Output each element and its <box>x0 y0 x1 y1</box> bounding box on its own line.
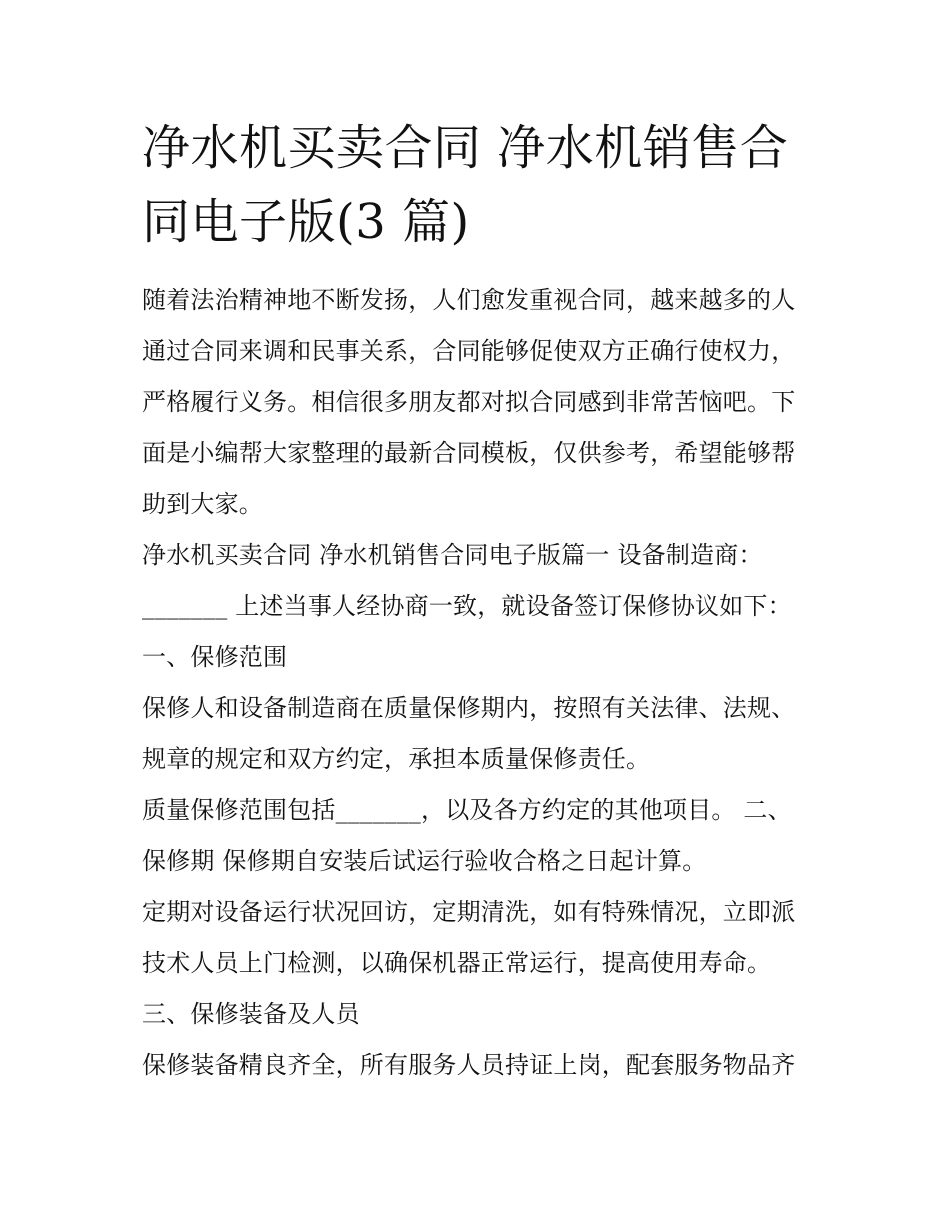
text-line: 通过合同来调和民事关系，合同能够促使双方正确行使权力， <box>142 337 796 365</box>
text-line: 助到大家。 <box>142 490 263 518</box>
title-line-2: 同电子版(3 篇) <box>142 194 470 250</box>
text-line: _______ 上述当事人经协商一致，就设备签订保修协议如下： <box>142 592 792 620</box>
section-heading: 一、保修范围 <box>142 643 288 671</box>
text-line: 随着法治精神地不断发扬，人们愈发重视合同，越来越多的人 <box>142 286 796 314</box>
text-line: 质量保修范围包括_______，以及各方约定的其他项目。 二、 <box>142 796 792 824</box>
text-line: 净水机买卖合同 净水机销售合同电子版篇一 设备制造商： <box>142 541 763 569</box>
text-line: 严格履行义务。相信很多朋友都对拟合同感到非常苦恼吧。下 <box>142 388 796 416</box>
text-line: 保修期 保修期自安装后试运行验收合格之日起计算。 <box>142 847 707 875</box>
document-body <box>142 275 814 1091</box>
text-line: 保修装备精良齐全，所有服务人员持证上岗，配套服务物品齐 <box>142 1051 796 1079</box>
document-title <box>142 111 814 259</box>
text-line: 规章的规定和双方约定，承担本质量保修责任。 <box>142 745 651 773</box>
section-heading: 三、保修装备及人员 <box>142 1000 360 1028</box>
text-line: 保修人和设备制造商在质量保修期内，按照有关法律、法规、 <box>142 694 796 722</box>
text-line: 定期对设备运行状况回访，定期清洗，如有特殊情况，立即派 <box>142 898 796 926</box>
title-line-1: 净水机买卖合同 净水机销售合 <box>142 120 789 176</box>
text-line: 技术人员上门检测，以确保机器正常运行，提高使用寿命。 <box>142 949 772 977</box>
body-text <box>142 275 814 1091</box>
text-line: 面是小编帮大家整理的最新合同模板，仅供参考，希望能够帮 <box>142 439 796 467</box>
